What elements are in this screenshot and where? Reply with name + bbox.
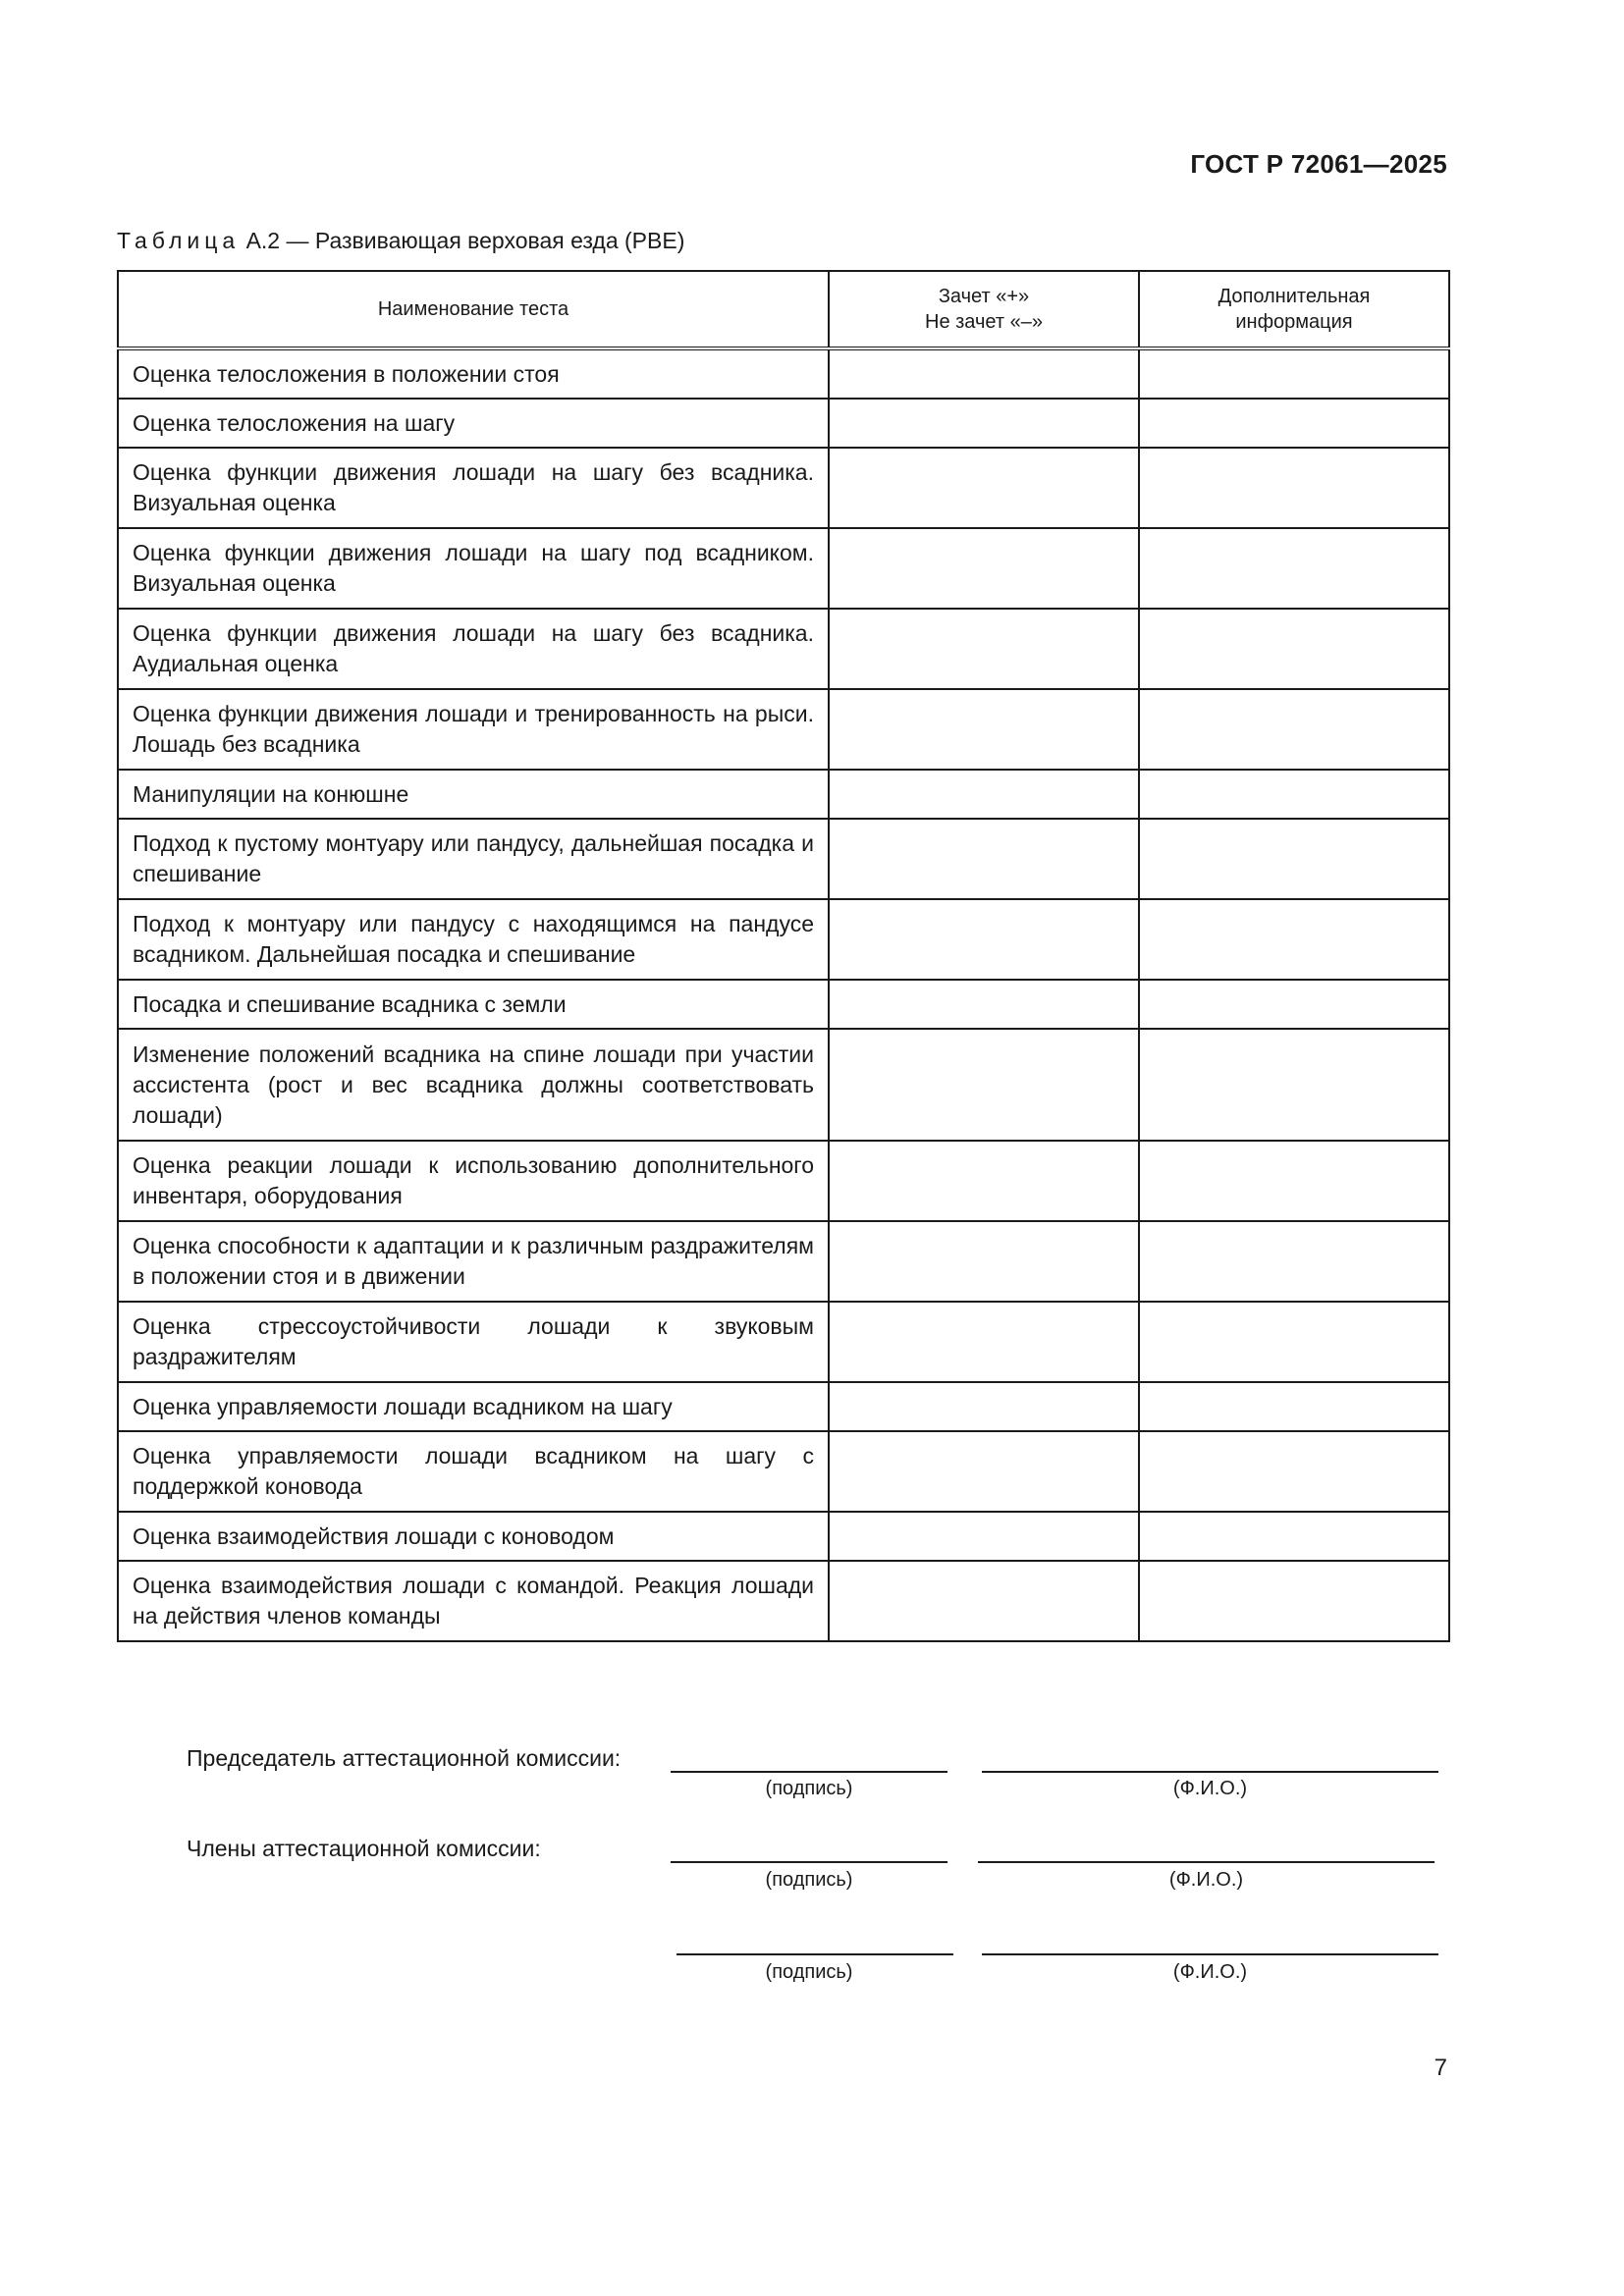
table-row <box>118 399 1449 448</box>
member-1-signature-line <box>671 1861 947 1863</box>
table-row <box>118 770 1449 819</box>
test-name-cell: Манипуляции на конюшне <box>118 770 829 819</box>
chairman-label: Председатель аттестационной комиссии: <box>187 1745 622 1771</box>
table-row <box>118 980 1449 1029</box>
test-table <box>117 270 1450 1642</box>
table-caption-lead: Таблица <box>117 228 241 253</box>
test-name-cell: Оценка функции движения лошади на шагу без всадника. Аудиальная оценка <box>118 609 829 689</box>
member-1-name-hint: (Ф.И.О.) <box>1168 1869 1244 1891</box>
test-name-cell: Оценка телосложения на шагу <box>118 399 829 448</box>
additional-info-cell <box>1139 1221 1449 1302</box>
table-row <box>118 1029 1449 1141</box>
chairman-signature-hint: (подпись) <box>765 1778 853 1799</box>
table-row <box>118 1141 1449 1221</box>
column-header-pass-fail: Зачет «+» Не зачет «–» <box>829 271 1139 348</box>
member-2-signature-line <box>677 1953 953 1955</box>
table-caption <box>117 228 684 254</box>
pass-fail-cell <box>829 528 1139 609</box>
table-row <box>118 899 1449 980</box>
additional-info-cell <box>1139 1561 1449 1641</box>
table-row <box>118 448 1449 528</box>
column-header-additional-info: Дополнительная информация <box>1139 271 1449 348</box>
pass-fail-cell <box>829 1382 1139 1431</box>
test-name-cell: Оценка взаимодействия лошади с коноводом <box>118 1512 829 1561</box>
table-row <box>118 1561 1449 1641</box>
chairman-signature-line <box>671 1771 947 1773</box>
pass-fail-cell <box>829 819 1139 899</box>
pass-fail-cell <box>829 609 1139 689</box>
pass-fail-cell <box>829 1561 1139 1641</box>
additional-info-cell <box>1139 1431 1449 1512</box>
table-row <box>118 819 1449 899</box>
pass-fail-cell <box>829 689 1139 770</box>
test-name-cell: Подход к пустому монтуару или пандусу, дальнейшая посадка и спешивание <box>118 819 829 899</box>
table-row <box>118 609 1449 689</box>
table-row <box>118 689 1449 770</box>
pass-fail-cell <box>829 1302 1139 1382</box>
member-2-name-hint: (Ф.И.О.) <box>1172 1961 1248 1983</box>
table-row <box>118 1302 1449 1382</box>
additional-info-cell <box>1139 770 1449 819</box>
page-number: 7 <box>1434 2055 1447 2081</box>
table-row <box>118 1512 1449 1561</box>
additional-info-cell <box>1139 1382 1449 1431</box>
pass-fail-cell <box>829 1431 1139 1512</box>
additional-info-cell <box>1139 1141 1449 1221</box>
additional-info-cell <box>1139 1512 1449 1561</box>
pass-fail-cell <box>829 1141 1139 1221</box>
additional-info-cell <box>1139 689 1449 770</box>
member-1-signature-hint: (подпись) <box>765 1869 853 1891</box>
pass-fail-cell <box>829 1221 1139 1302</box>
pass-fail-cell <box>829 1512 1139 1561</box>
test-name-cell: Посадка и спешивание всадника с земли <box>118 980 829 1029</box>
table-row <box>118 1382 1449 1431</box>
test-name-cell: Подход к монтуару или пандусу с находящимся на пандусе всадником. Дальнейшая посадка и спешивание <box>118 899 829 980</box>
member-2-signature-hint: (подпись) <box>765 1961 853 1983</box>
pass-fail-cell <box>829 348 1139 399</box>
members-label: Члены аттестационной комиссии: <box>187 1836 541 1861</box>
additional-info-cell <box>1139 448 1449 528</box>
additional-info-cell <box>1139 348 1449 399</box>
test-name-cell: Оценка функции движения лошади и тренированность на рыси. Лошадь без всадника <box>118 689 829 770</box>
additional-info-cell <box>1139 528 1449 609</box>
chairman-name-line <box>982 1771 1438 1773</box>
table-row <box>118 348 1449 399</box>
column-header-test-name: Наименование теста <box>118 271 829 348</box>
test-name-cell: Оценка реакции лошади к использованию дополнительного инвентаря, оборудования <box>118 1141 829 1221</box>
test-name-cell: Изменение положений всадника на спине лошади при участии ассистента (рост и вес всадника должны соответствовать лошади) <box>118 1029 829 1141</box>
table-row <box>118 528 1449 609</box>
standard-code: ГОСТ Р 72061—2025 <box>1190 149 1447 179</box>
chairman-name-hint: (Ф.И.О.) <box>1172 1778 1248 1799</box>
additional-info-cell <box>1139 1029 1449 1141</box>
test-name-cell: Оценка способности к адаптации и к различным раздражителям в положении стоя и в движении <box>118 1221 829 1302</box>
additional-info-cell <box>1139 609 1449 689</box>
test-name-cell: Оценка управляемости лошади всадником на шагу с поддержкой коновода <box>118 1431 829 1512</box>
pass-fail-cell <box>829 899 1139 980</box>
pass-fail-cell <box>829 399 1139 448</box>
additional-info-cell <box>1139 899 1449 980</box>
test-name-cell: Оценка стрессоустойчивости лошади к звуковым раздражителям <box>118 1302 829 1382</box>
table-caption-title: А.2 — Развивающая верховая езда (РВЕ) <box>240 228 685 253</box>
table-header-row <box>118 271 1449 348</box>
pass-fail-cell <box>829 980 1139 1029</box>
test-name-cell: Оценка функции движения лошади на шагу под всадником. Визуальная оценка <box>118 528 829 609</box>
member-1-name-line <box>978 1861 1435 1863</box>
additional-info-cell <box>1139 399 1449 448</box>
member-2-name-line <box>982 1953 1438 1955</box>
additional-info-cell <box>1139 1302 1449 1382</box>
test-name-cell: Оценка управляемости лошади всадником на шагу <box>118 1382 829 1431</box>
additional-info-cell <box>1139 980 1449 1029</box>
table-row <box>118 1221 1449 1302</box>
pass-fail-cell <box>829 1029 1139 1141</box>
test-name-cell: Оценка телосложения в положении стоя <box>118 348 829 399</box>
table-row <box>118 1431 1449 1512</box>
pass-fail-cell <box>829 448 1139 528</box>
test-name-cell: Оценка взаимодействия лошади с командой. Реакция лошади на действия членов команды <box>118 1561 829 1641</box>
test-name-cell: Оценка функции движения лошади на шагу без всадника. Визуальная оценка <box>118 448 829 528</box>
pass-fail-cell <box>829 770 1139 819</box>
additional-info-cell <box>1139 819 1449 899</box>
